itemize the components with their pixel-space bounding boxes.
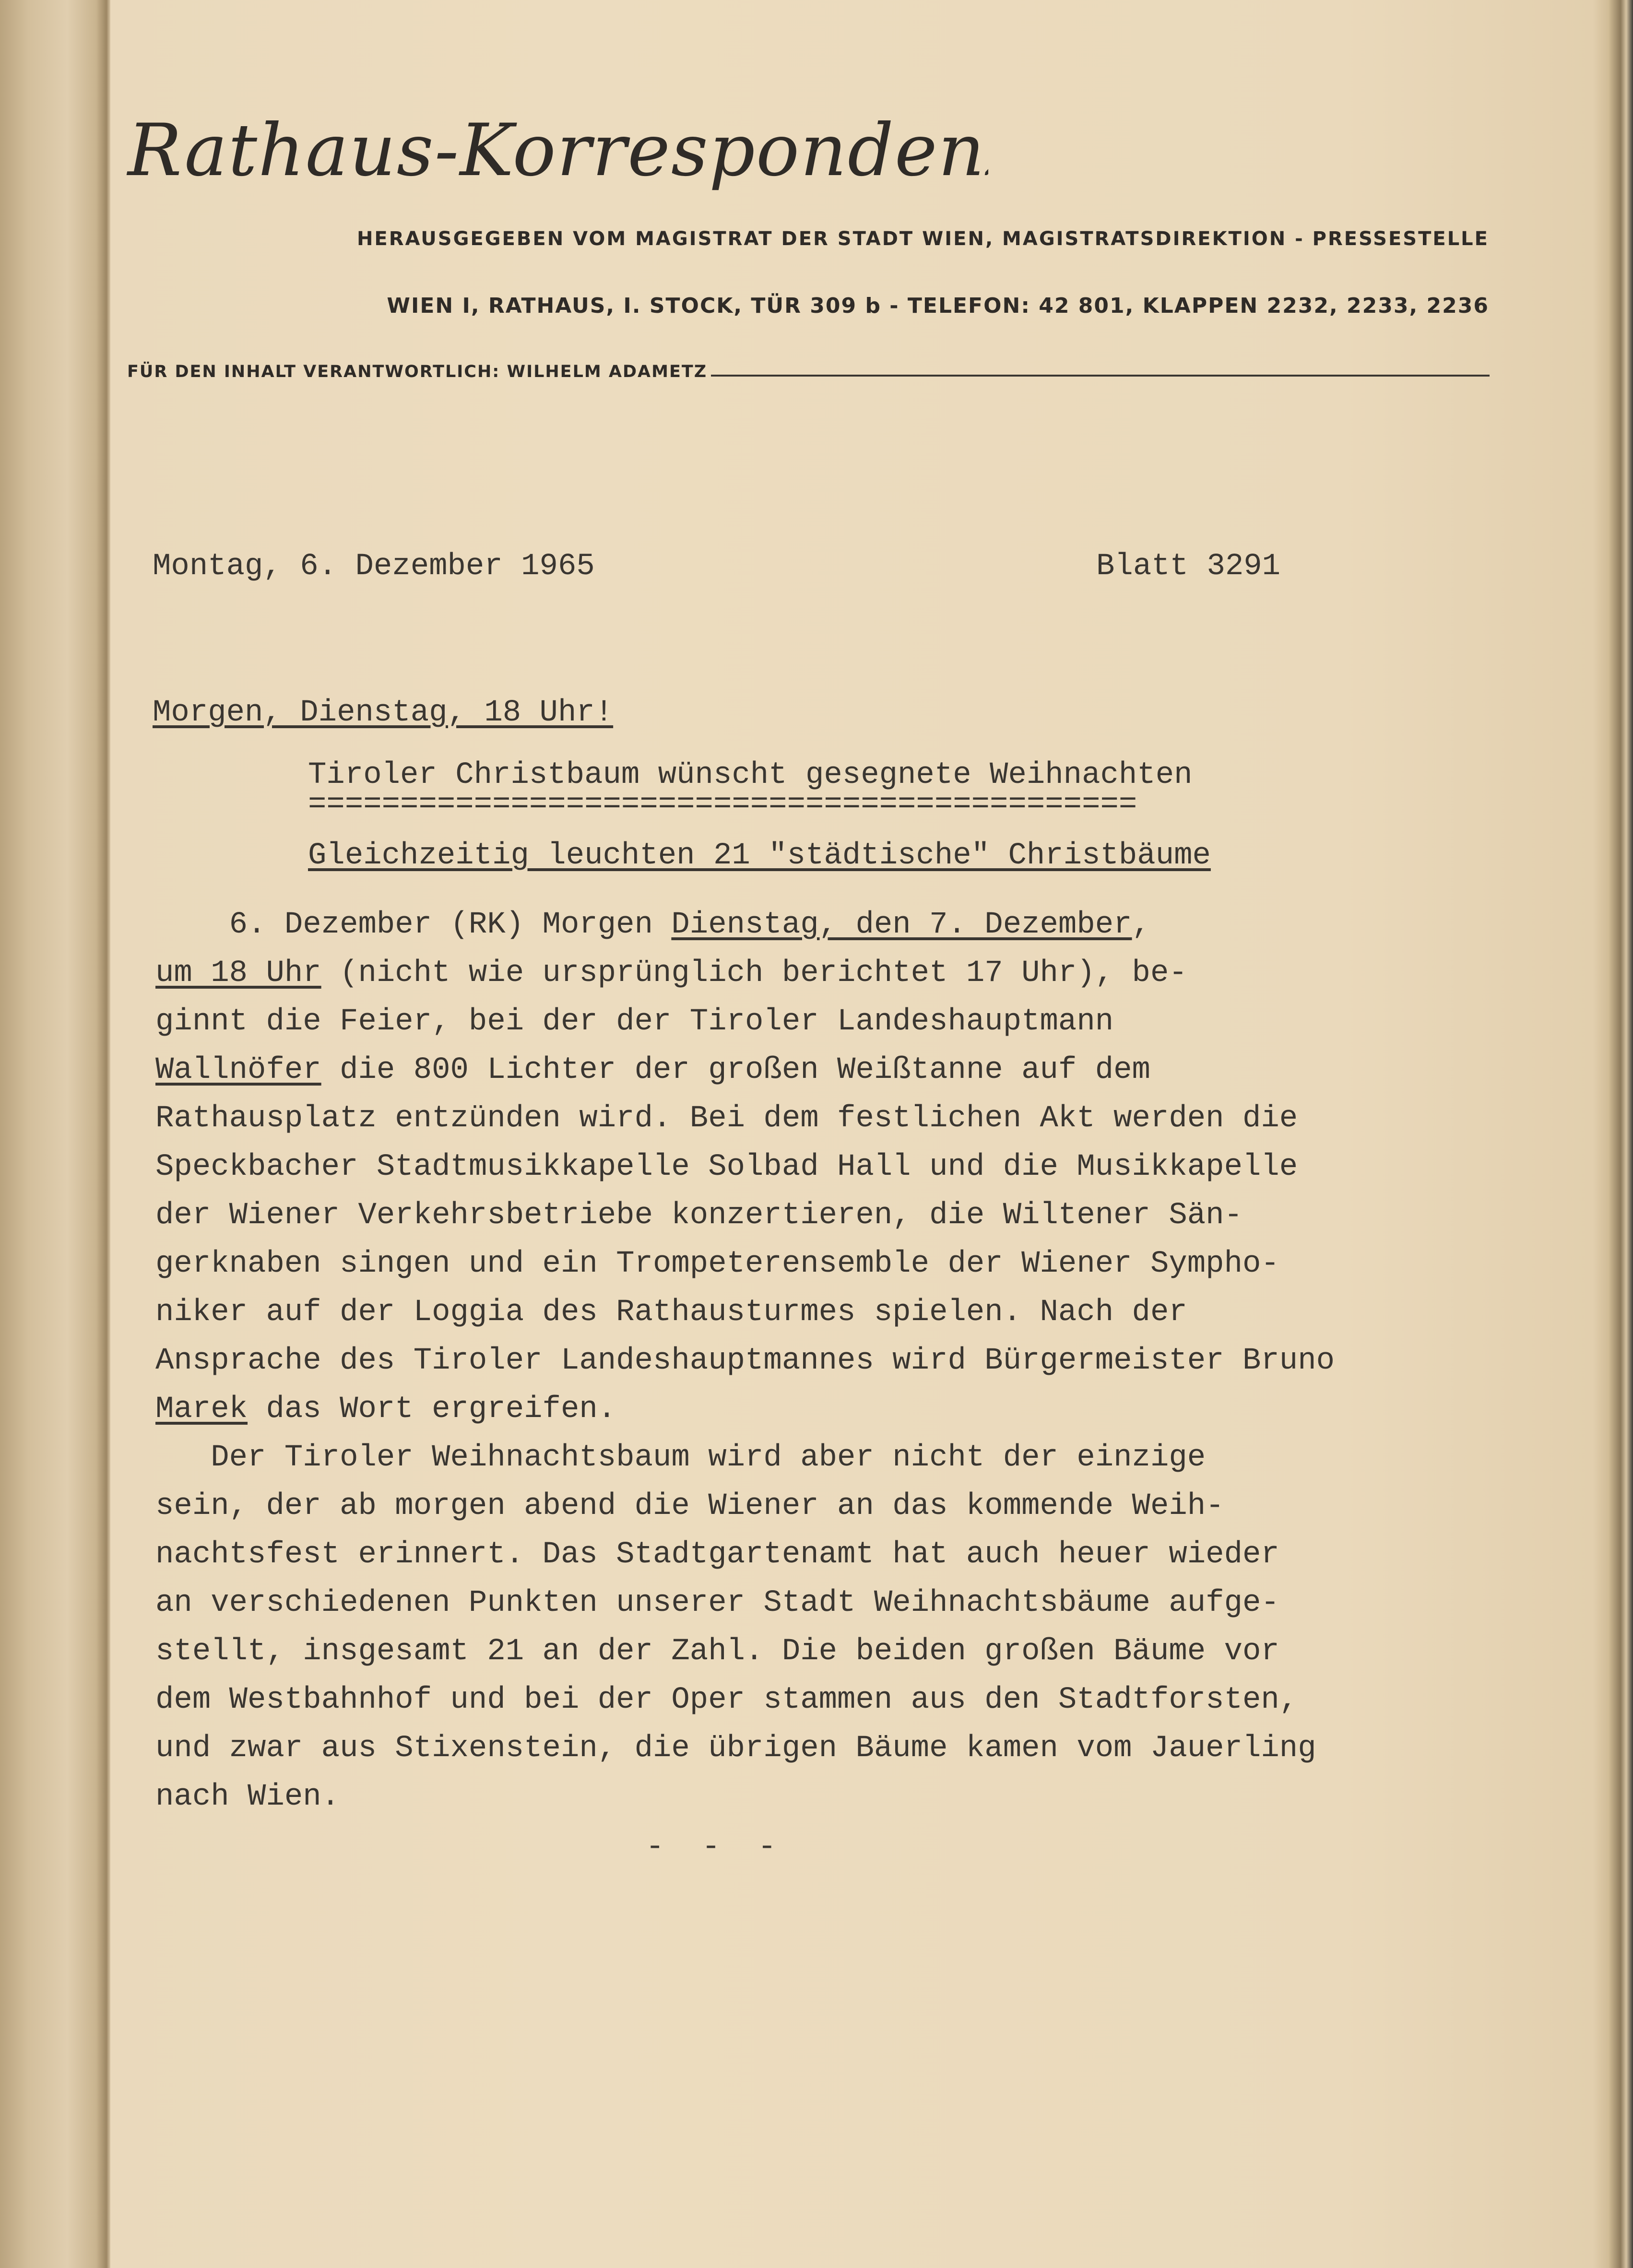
book-binding-left: [0, 0, 110, 2268]
body-line: stellt, insgesamt 21 an der Zahl. Die beiden großen Bäume vor: [155, 1634, 1279, 1669]
body-line: um 18 Uhr (nicht wie ursprünglich berichtet 17 Uhr), be-: [155, 956, 1187, 991]
article-body: [155, 901, 1451, 1821]
article-headline: Tiroler Christbaum wünscht gesegnete Weihnachten: [308, 758, 1193, 792]
responsible-text: FÜR DEN INHALT VERANTWORTLICH: WILHELM ADAMETZ: [127, 362, 708, 381]
address-line: WIEN I, RATHAUS, I. STOCK, TÜR 309 b - TELEFON: 42 801, KLAPPEN 2232, 2233, 2236: [387, 294, 1489, 318]
sheet-number: Blatt 3291: [1096, 549, 1281, 584]
body-line: niker auf der Loggia des Rathausturmes spielen. Nach der: [155, 1295, 1187, 1330]
body-line: sein, der ab morgen abend die Wiener an das kommende Weih-: [155, 1489, 1224, 1524]
masthead-logo: [125, 103, 988, 213]
body-line: ginnt die Feier, bei der der Tiroler Landeshauptmann: [155, 1004, 1114, 1039]
body-line: an verschiedenen Punkten unserer Stadt Weihnachtsbäume aufge-: [155, 1586, 1279, 1620]
body-line: Wallnöfer die 800 Lichter der großen Weißtanne auf dem: [155, 1053, 1150, 1087]
article-kicker: Morgen, Dienstag, 18 Uhr!: [153, 696, 614, 730]
article-subheadline: Gleichzeitig leuchten 21 "städtische" Christbäume: [308, 839, 1211, 873]
body-line: Speckbacher Stadtmusikkapelle Solbad Hall und die Musikkapelle: [155, 1150, 1298, 1184]
publisher-line: HERAUSGEGEBEN VOM MAGISTRAT DER STADT WIEN, MAGISTRATSDIREKTION - PRESSESTELLE: [356, 228, 1489, 250]
body-line: Marek das Wort ergreifen.: [155, 1392, 616, 1427]
body-line: Ansprache des Tiroler Landeshauptmannes wird Bürgermeister Bruno: [155, 1344, 1335, 1378]
masthead-title: Rathaus-Korrespondenz: [128, 109, 988, 192]
responsible-line: [127, 362, 1490, 381]
body-line: dem Westbahnhof und bei der Oper stammen aus den Stadtforsten,: [155, 1683, 1298, 1717]
body-line: gerknaben singen und ein Trompeterensemble der Wiener Sympho-: [155, 1247, 1279, 1281]
body-line: nachtsfest erinnert. Das Stadtgartenamt hat auch heuer wieder: [155, 1537, 1279, 1572]
body-line: der Wiener Verkehrsbetriebe konzertieren, die Wiltener Sän-: [155, 1198, 1242, 1233]
body-line: Rathausplatz entzünden wird. Bei dem festlichen Akt werden die: [155, 1101, 1298, 1136]
headline-double-rule: =============================================: [308, 788, 1137, 822]
book-binding-right: [1609, 0, 1633, 2268]
body-line: nach Wien.: [155, 1780, 340, 1814]
dateline-date: Montag, 6. Dezember 1965: [153, 549, 595, 584]
end-mark: - - -: [646, 1830, 786, 1865]
body-line: 6. Dezember (RK) Morgen Dienstag, den 7. Dezember,: [155, 908, 1150, 942]
header-rule: [711, 375, 1490, 377]
body-line: Der Tiroler Weihnachtsbaum wird aber nicht der einzige: [155, 1441, 1206, 1475]
body-line: und zwar aus Stixenstein, die übrigen Bäume kamen vom Jauerling: [155, 1731, 1316, 1766]
